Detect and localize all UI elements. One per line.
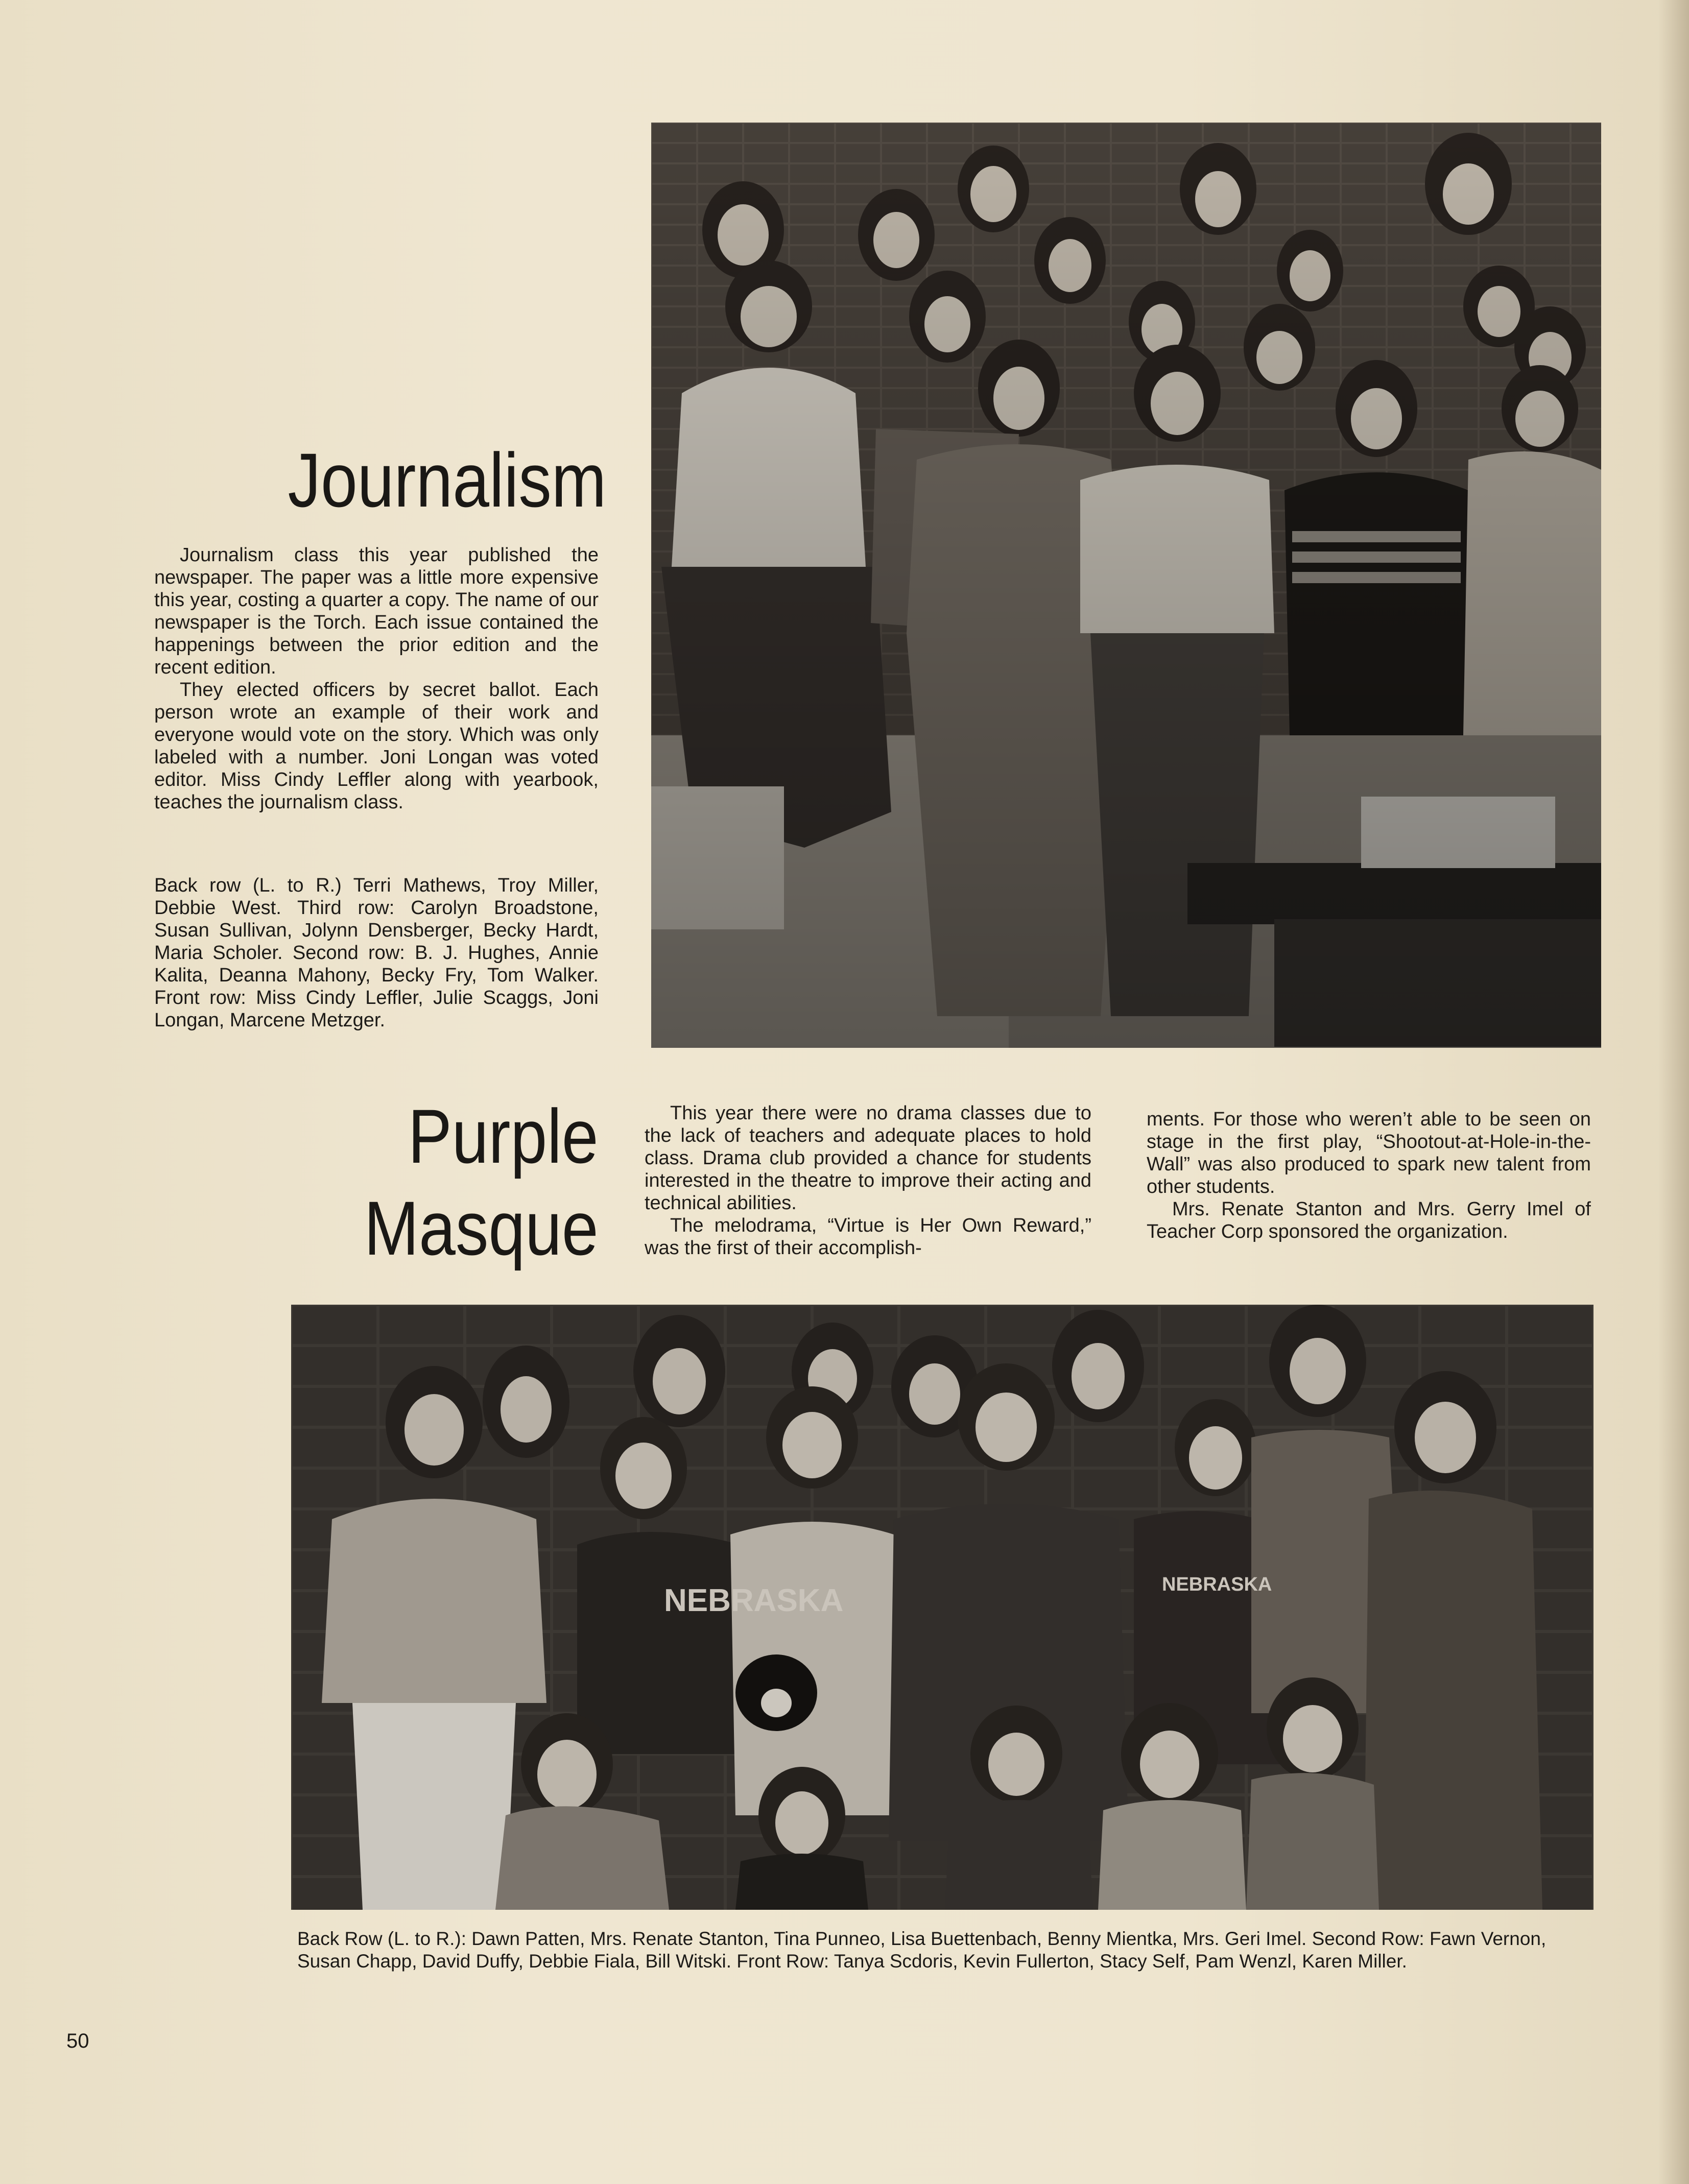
journalism-caption: Back row (L. to R.) Terri Mathews, Troy Miller, Debbie West. Third row: Carolyn Broadstone, Susan Sullivan, Jolynn Densberger, Becky Hardt, Maria Scholer. Second row: B. J. Hughes, Annie Kalita, Deanna Mahony, Becky Fry, Tom Walker. Front row: Miss Cindy Leffler, Julie Scaggs, Joni Longan, Marcene Metzger. bbox=[154, 875, 599, 1031]
journalism-group-photo bbox=[651, 123, 1601, 1048]
purple-masque-caption: Back Row (L. to R.): Dawn Patten, Mrs. Renate Stanton, Tina Punneo, Lisa Buettenbach, Benny Mientka, Mrs. Geri Imel. Second Row: Fawn Vernon, Susan Chapp, David Duffy, Debbie Fiala, Bill Witski. Front Row: Tanya Scdoris, Kevin Fullerton, Stacy Self, Pam Wenzl, Karen Miller. bbox=[297, 1928, 1547, 1972]
page-number: 50 bbox=[66, 2030, 89, 2052]
purple-masque-column-1 bbox=[645, 1102, 1091, 1259]
nebraska-shirt-text-2: NEBRASKA bbox=[1162, 1574, 1272, 1595]
purple-masque-group-photo bbox=[291, 1305, 1593, 1910]
purple-masque-heading-line2: Masque bbox=[364, 1185, 599, 1271]
journalism-heading: Journalism bbox=[288, 437, 606, 523]
nebraska-shirt-text-1: NEBRASKA bbox=[664, 1583, 844, 1618]
page-spine-shadow bbox=[1658, 0, 1689, 2184]
purple-masque-col2-paragraph-1: ments. For those who weren’t able to be seen on stage in the first play, “Shootout-at-Hole-in-the-Wall” was also produced to spark new talent from other students. bbox=[1147, 1109, 1591, 1197]
journalism-body bbox=[154, 544, 599, 813]
journalism-paragraph-1: Journalism class this year published the newspaper. The paper was a little more expensive this year, costing a quarter a copy. The name of our newspaper is the Torch. Each issue contained the happenings between the prior edition and the recent edition. bbox=[154, 544, 599, 678]
purple-masque-column-2 bbox=[1147, 1108, 1591, 1243]
purple-masque-heading-line1: Purple bbox=[408, 1093, 599, 1179]
purple-masque-col1-paragraph-2: The melodrama, “Virtue is Her Own Reward,” was the first of their accomplish- bbox=[645, 1215, 1091, 1259]
purple-masque-col1-paragraph-1: This year there were no drama classes due to the lack of teachers and adequate places to hold class. Drama club provided a chance for students interested in the theatre to improve their acting and technical abilities. bbox=[645, 1102, 1091, 1214]
purple-masque-col2-paragraph-2: Mrs. Renate Stanton and Mrs. Gerry Imel of Teacher Corp sponsored the organization. bbox=[1147, 1198, 1591, 1242]
journalism-paragraph-2: They elected officers by secret ballot. Each person wrote an example of their work and everyone would vote on the story. Which was only labeled with a number. Joni Longan was voted editor. Miss Cindy Leffler along with yearbook, teaches the journalism class. bbox=[154, 679, 599, 813]
